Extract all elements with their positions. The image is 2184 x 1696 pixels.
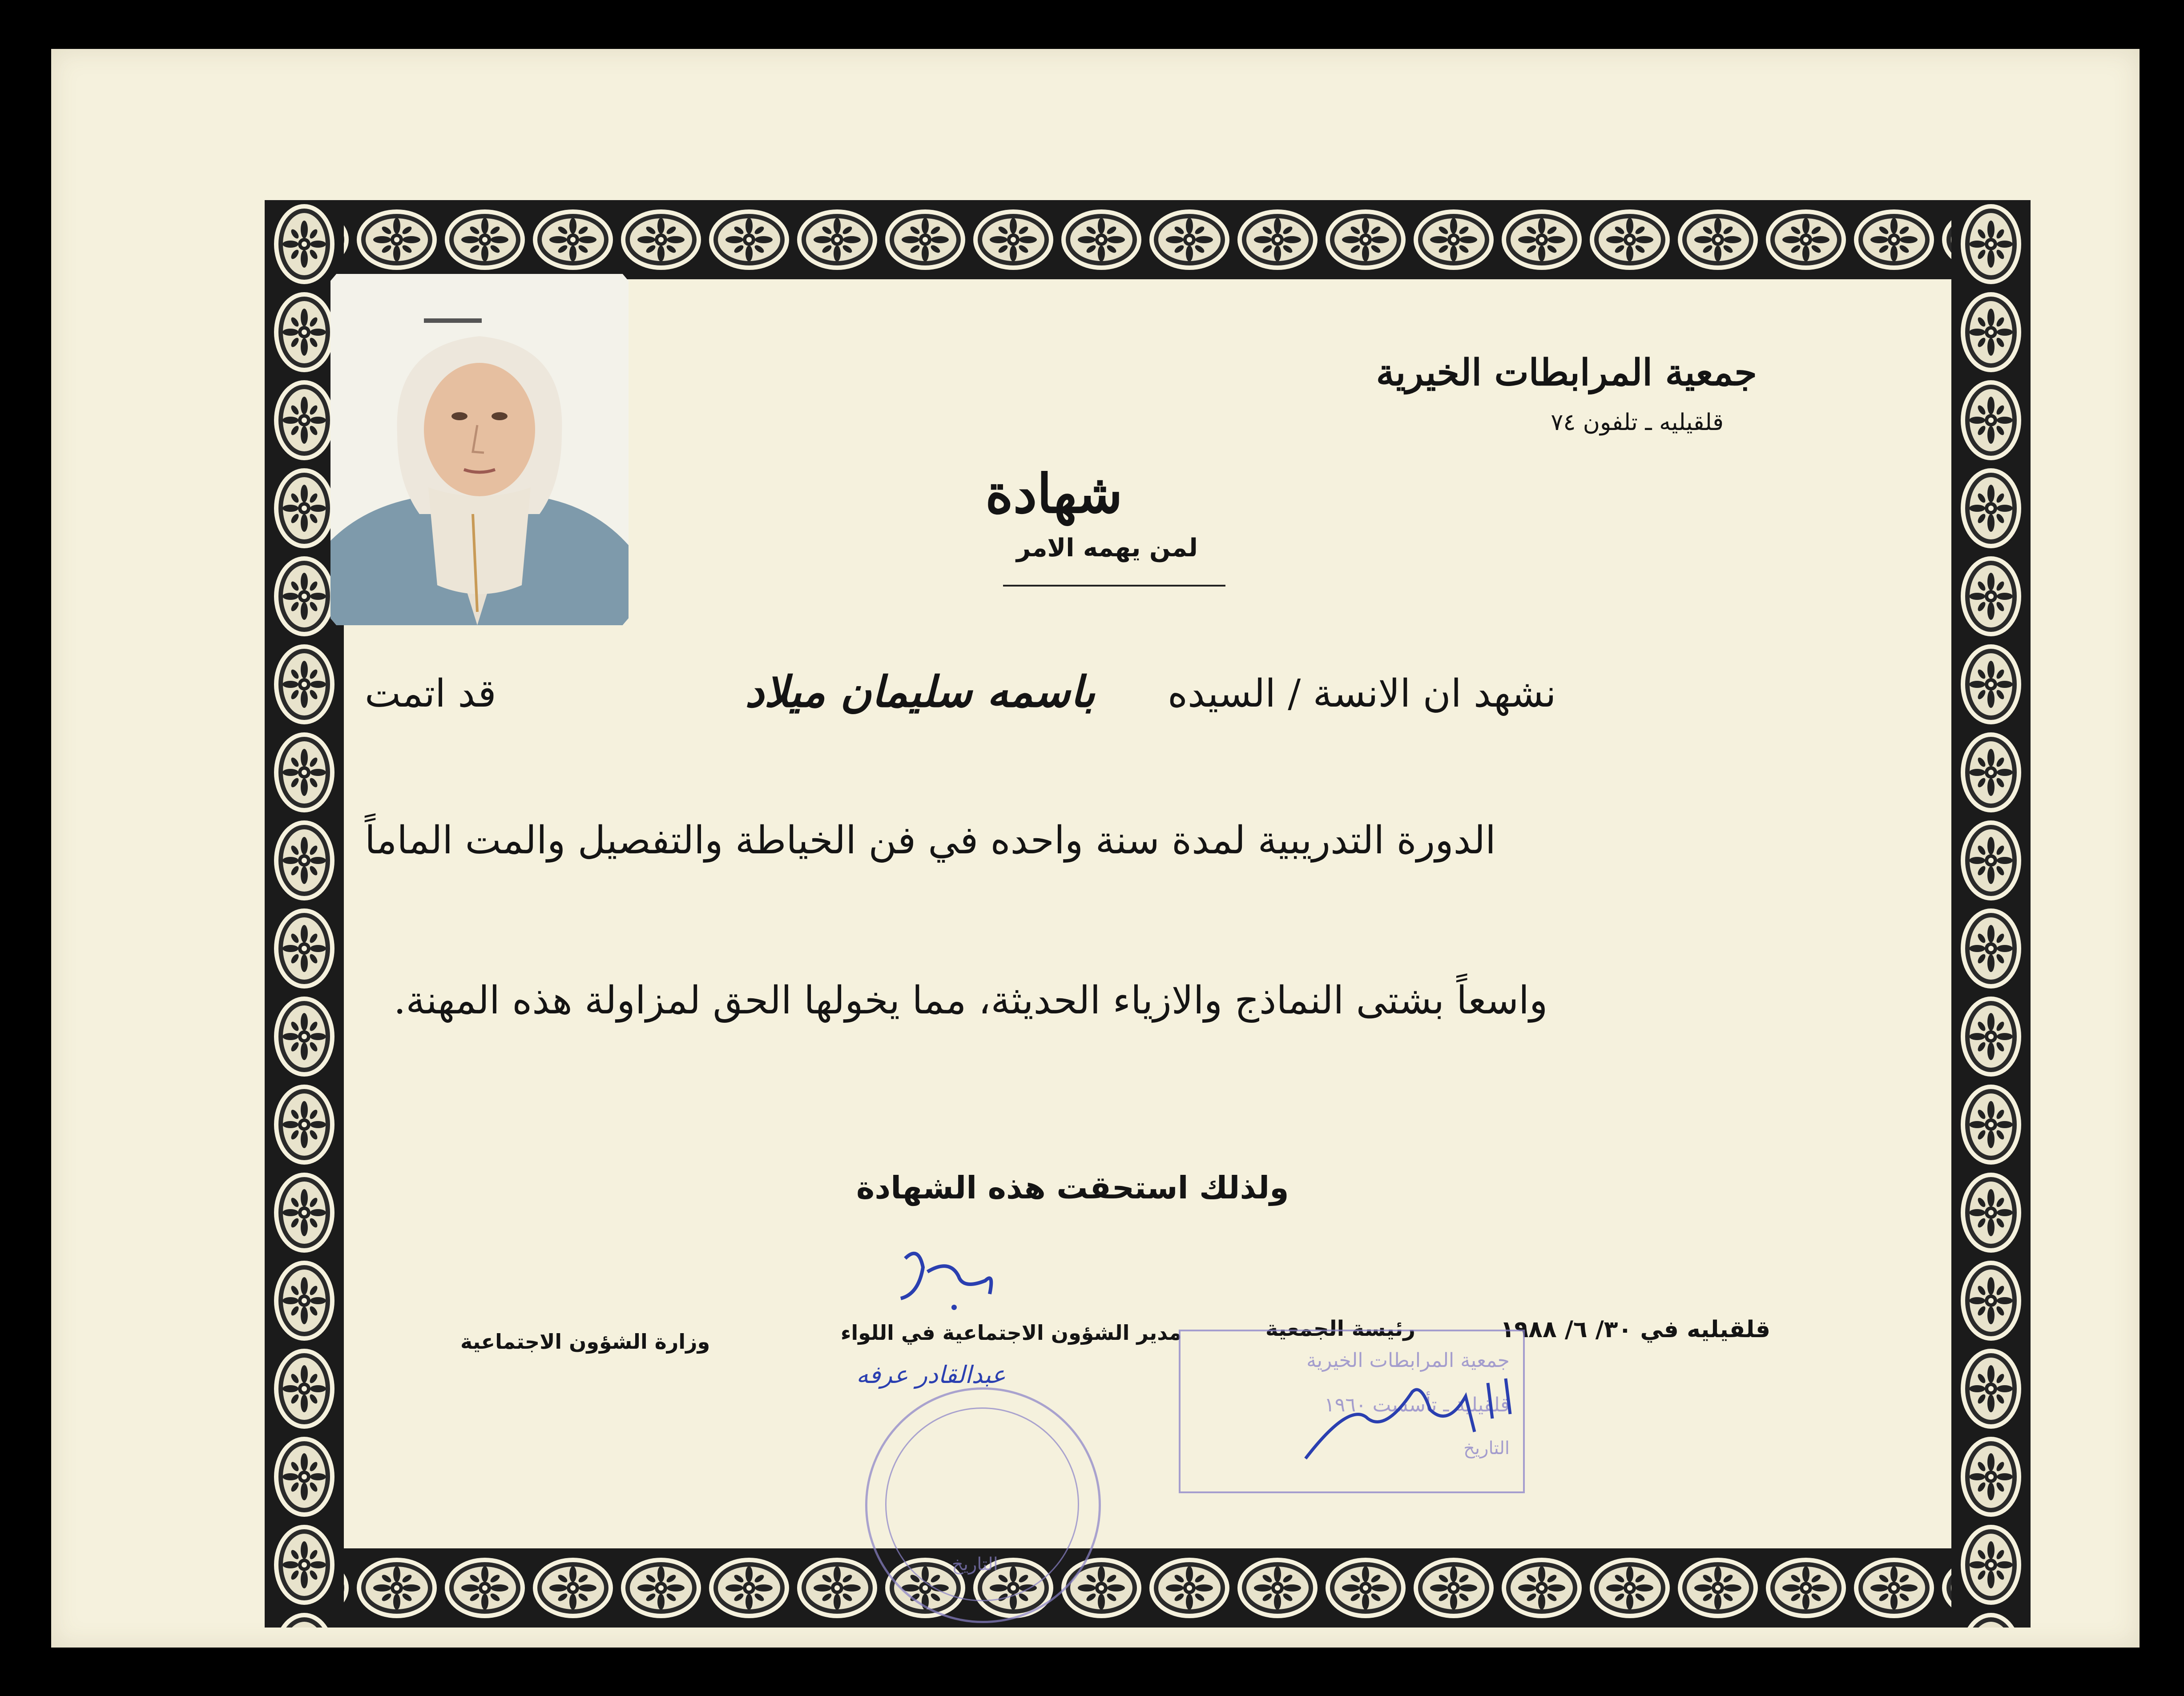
president-signature — [1297, 1365, 1528, 1467]
certificate-paper — [51, 49, 2140, 1648]
portrait-photo — [330, 274, 629, 625]
organization-address: قلقيليه ـ تلفون ٧٤ — [1551, 409, 1724, 436]
body-line-1-suffix: قد اتمت — [365, 671, 496, 716]
ministry-label: وزارة الشؤون الاجتماعية — [460, 1330, 710, 1354]
border-right — [1951, 200, 2031, 1628]
closing-line: ولذلك استحقت هذه الشهادة — [856, 1170, 1289, 1206]
stamp-line-1: جمعية المرابطات الخيرية — [1306, 1349, 1510, 1372]
subtitle-underline — [1003, 585, 1225, 587]
director-signature — [887, 1241, 1003, 1316]
round-stamp-date-label: التاريخ — [952, 1554, 998, 1575]
ministry-round-stamp — [865, 1387, 1101, 1623]
border-top — [265, 200, 2031, 279]
director-label: مدير الشؤون الاجتماعية في اللواء — [841, 1321, 1182, 1345]
recipient-name: باسمه سليمان ميلاد — [745, 667, 1096, 717]
stamp-line-3: التاريخ — [1463, 1438, 1510, 1459]
place-and-date: قلقيليه في ٣٠/ ٦/ ١٩٨٨ — [1500, 1316, 1770, 1343]
certificate-title: شهادة — [985, 462, 1123, 525]
border-bottom — [265, 1548, 2031, 1628]
president-label: رئيسة الجمعية — [1265, 1316, 1415, 1341]
organization-name: جمعية المرابطات الخيرية — [1376, 351, 1757, 394]
certificate-subtitle: لمن يهمه الامر — [1016, 534, 1198, 563]
body-line-3: واسعاً بشتى النماذج والازياء الحديثة، مما يخولها الحق لمزاولة هذه المهنة. — [394, 978, 1548, 1023]
body-line-1-prefix: نشهد ان الانسة / السيده — [1168, 671, 1556, 716]
body-line-2: الدورة التدريبية لمدة سنة واحده في فن الخياطة والتفصيل والمت الماماً — [365, 818, 1496, 863]
director-name: عبدالقادر عرفه — [856, 1361, 1006, 1389]
stamp-line-2: قلقيلية ـ تأسست ١٩٦٠ — [1324, 1394, 1510, 1416]
